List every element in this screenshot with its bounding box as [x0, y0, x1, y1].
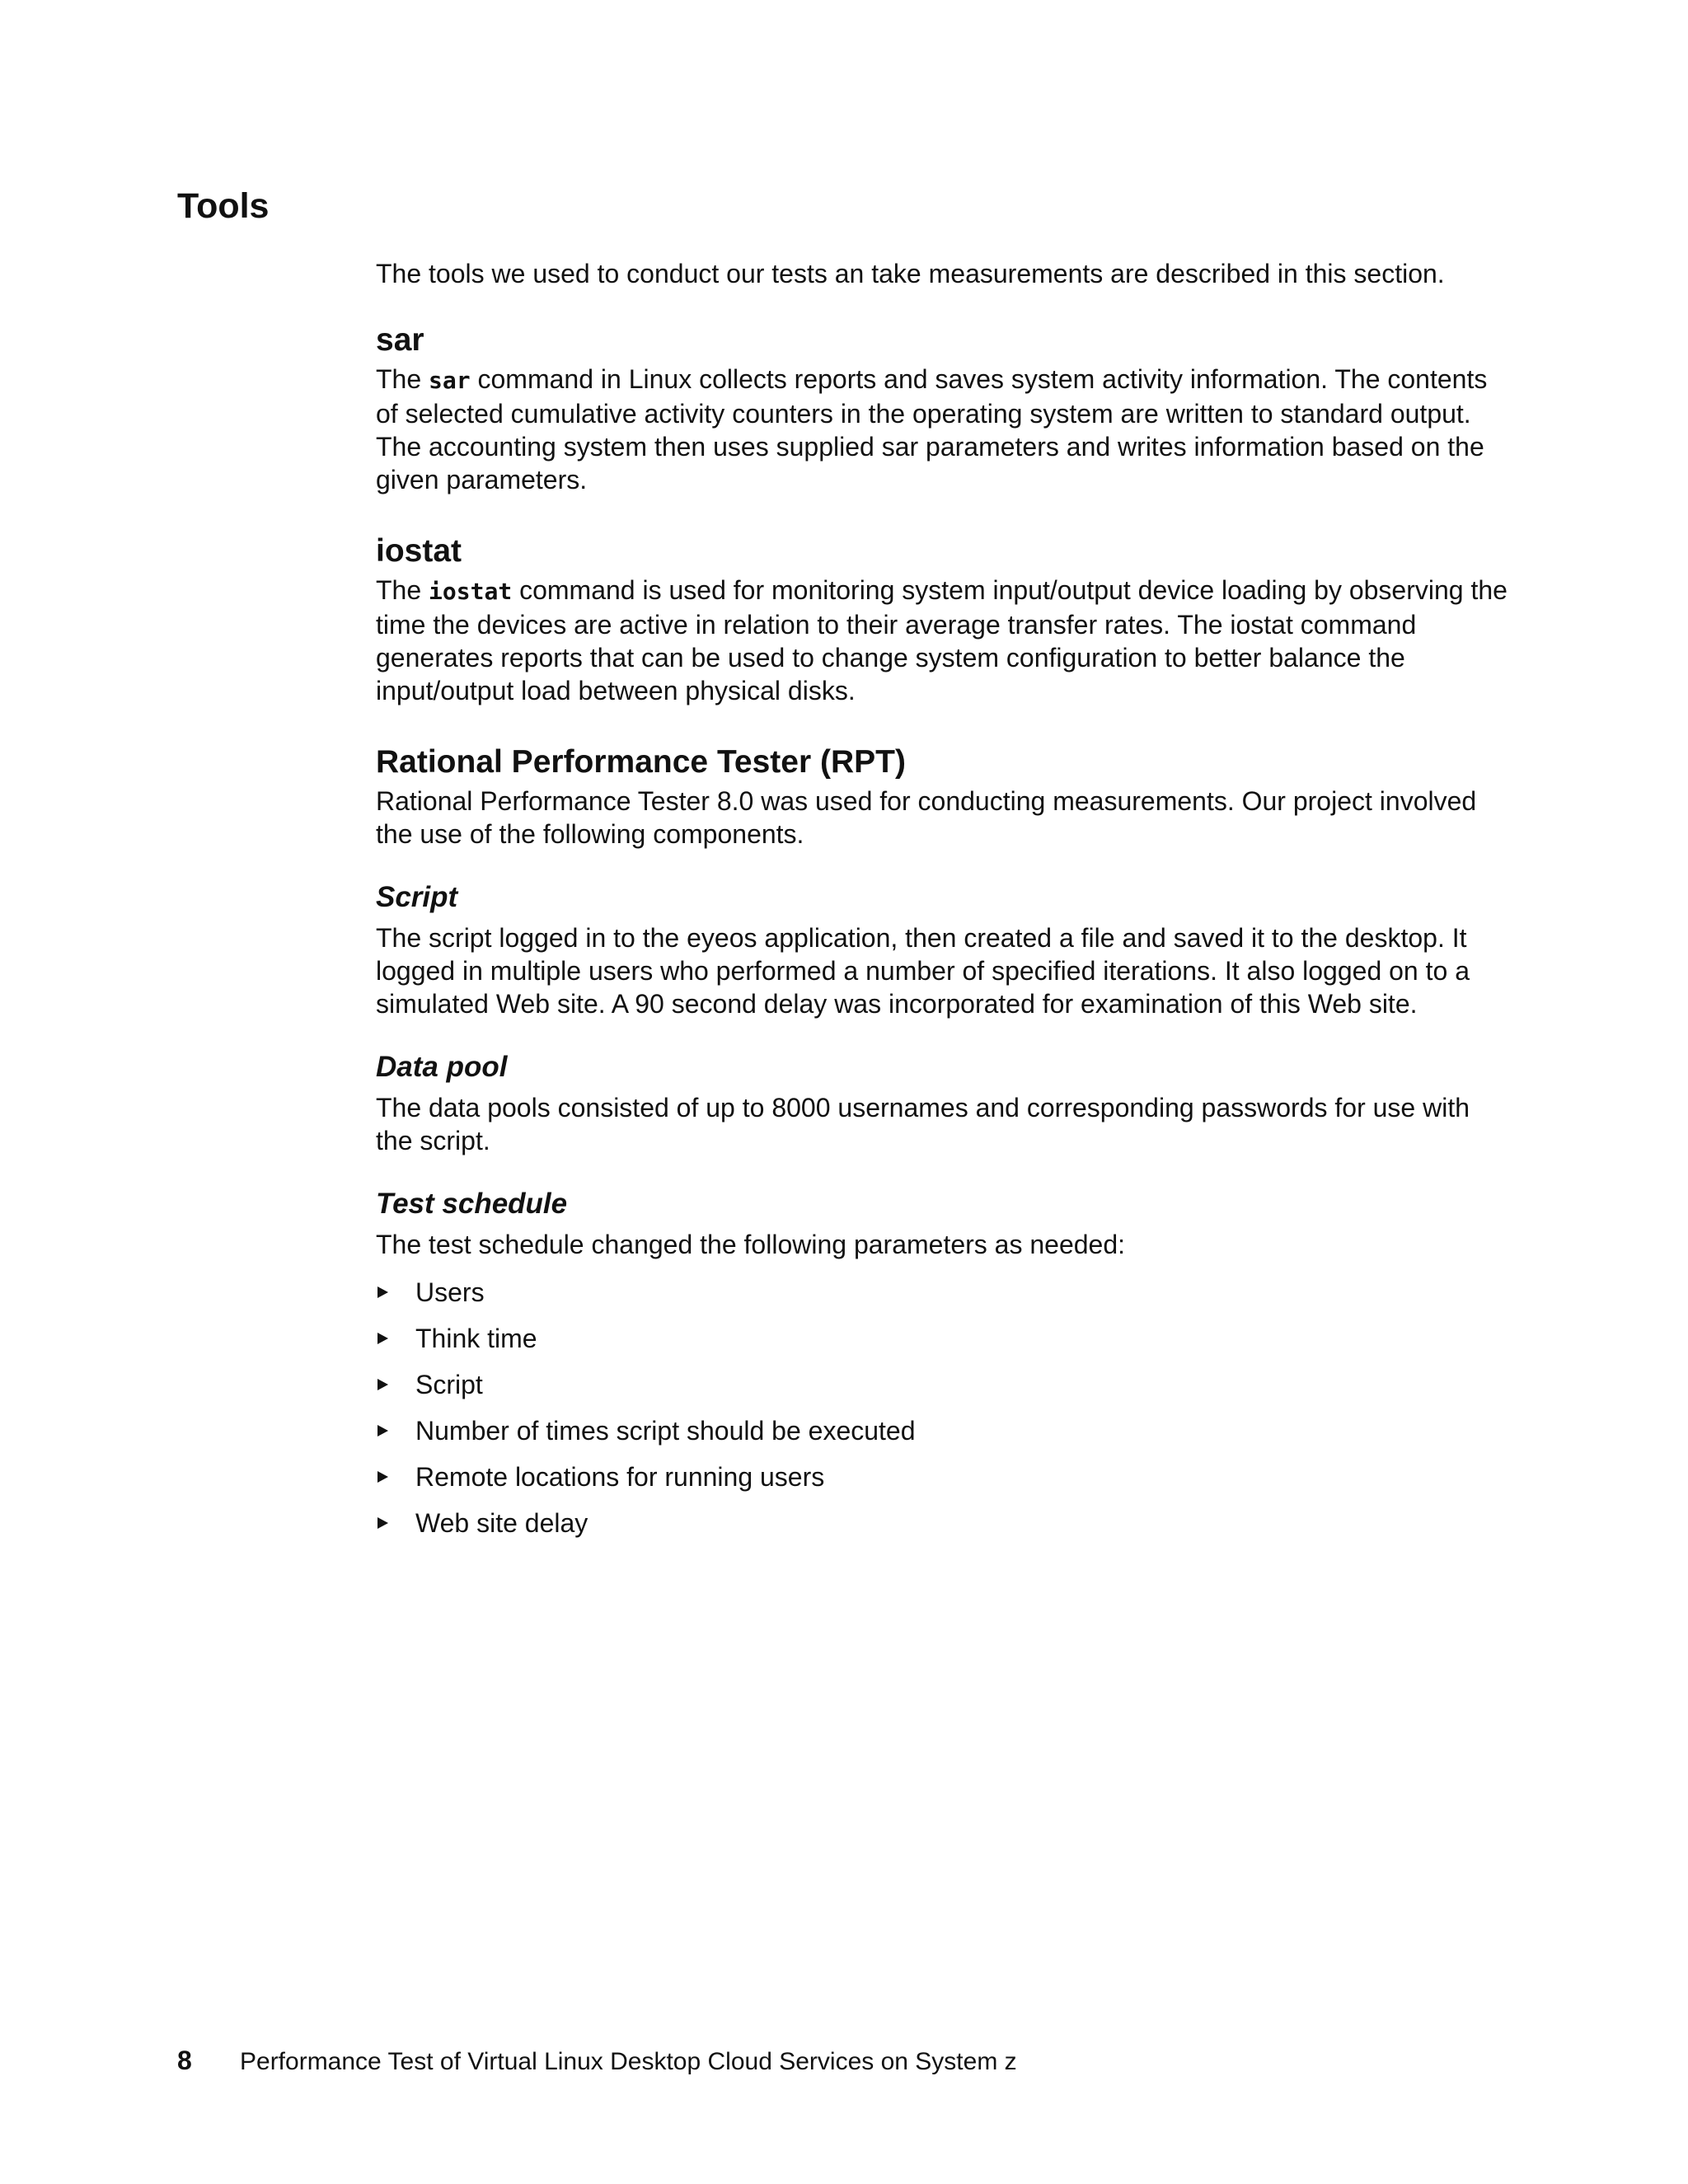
- triangle-bullet-icon: [377, 1517, 388, 1529]
- script-paragraph: The script logged in to the eyeos application, then created a file and saved it to the desktop. It logged in multiple users who performed a number of specified iterations. It also logged on to a simulated Web site. A 90 second delay was incorporated for examination of this Web site.: [376, 923, 1470, 1019]
- triangle-bullet-icon: [377, 1333, 388, 1344]
- list-item: [376, 1507, 1513, 1540]
- list-item: [376, 1276, 1513, 1309]
- list-item-text: Script: [415, 1370, 483, 1399]
- list-item-text: Users: [415, 1277, 485, 1307]
- datapool-paragraph: The data pools consisted of up to 8000 usernames and corresponding passwords for use with the script.: [376, 1093, 1470, 1155]
- list-item-text: Think time: [415, 1324, 537, 1353]
- script-section: [376, 880, 1513, 1020]
- section-title: Tools: [177, 186, 270, 226]
- list-item-text: Number of times script should be executed: [415, 1416, 916, 1446]
- sar-section: [376, 321, 1513, 496]
- section-content: [376, 257, 1513, 1553]
- schedule-section: [376, 1187, 1513, 1540]
- schedule-list: [376, 1276, 1513, 1540]
- sar-heading: sar: [376, 322, 424, 358]
- triangle-bullet-icon: [377, 1425, 388, 1436]
- list-item: [376, 1322, 1513, 1355]
- rpt-section: [376, 743, 1513, 851]
- list-item-text: Web site delay: [415, 1508, 588, 1538]
- list-item-text: Remote locations for running users: [415, 1462, 825, 1492]
- sar-paragraph: [376, 363, 1513, 496]
- running-title: Performance Test of Virtual Linux Desktop Cloud Services on System z: [240, 2048, 1017, 2075]
- list-item: [376, 1414, 1513, 1447]
- iostat-section: [376, 532, 1513, 707]
- schedule-paragraph: The test schedule changed the following parameters as needed:: [376, 1230, 1126, 1259]
- iostat-text-post: command is used for monitoring system input/output device loading by observing the time the devices are active in relation to their average transfer rates. The iostat command generates reports that can be used to change system configuration to better balance the input/output load between physical disks.: [376, 575, 1507, 705]
- sar-command: sar: [429, 367, 471, 394]
- datapool-section: [376, 1050, 1513, 1157]
- triangle-bullet-icon: [377, 1471, 388, 1483]
- script-heading: Script: [376, 881, 458, 913]
- triangle-bullet-icon: [377, 1286, 388, 1298]
- datapool-heading: Data pool: [376, 1051, 508, 1083]
- schedule-heading: Test schedule: [376, 1188, 568, 1220]
- sar-text-pre: The: [376, 364, 429, 394]
- sar-text-post: command in Linux collects reports and saves system activity information. The contents of selected cumulative activity counters in the operating system are written to standard output. The accounting system then uses supplied sar parameters and writes information based on the given parameters.: [376, 364, 1488, 494]
- iostat-heading: iostat: [376, 533, 462, 569]
- iostat-text-pre: The: [376, 575, 429, 605]
- page-footer: [177, 2044, 1017, 2079]
- rpt-heading: Rational Performance Tester (RPT): [376, 744, 906, 780]
- iostat-command: iostat: [429, 578, 513, 605]
- intro-paragraph: The tools we used to conduct our tests an take measurements are described in this section.: [376, 259, 1445, 288]
- triangle-bullet-icon: [377, 1379, 388, 1390]
- rpt-paragraph: Rational Performance Tester 8.0 was used for conducting measurements. Our project involved the use of the following components.: [376, 786, 1477, 849]
- list-item: [376, 1460, 1513, 1493]
- iostat-paragraph: [376, 574, 1513, 707]
- page-number: 8: [177, 2046, 192, 2075]
- list-item: [376, 1368, 1513, 1401]
